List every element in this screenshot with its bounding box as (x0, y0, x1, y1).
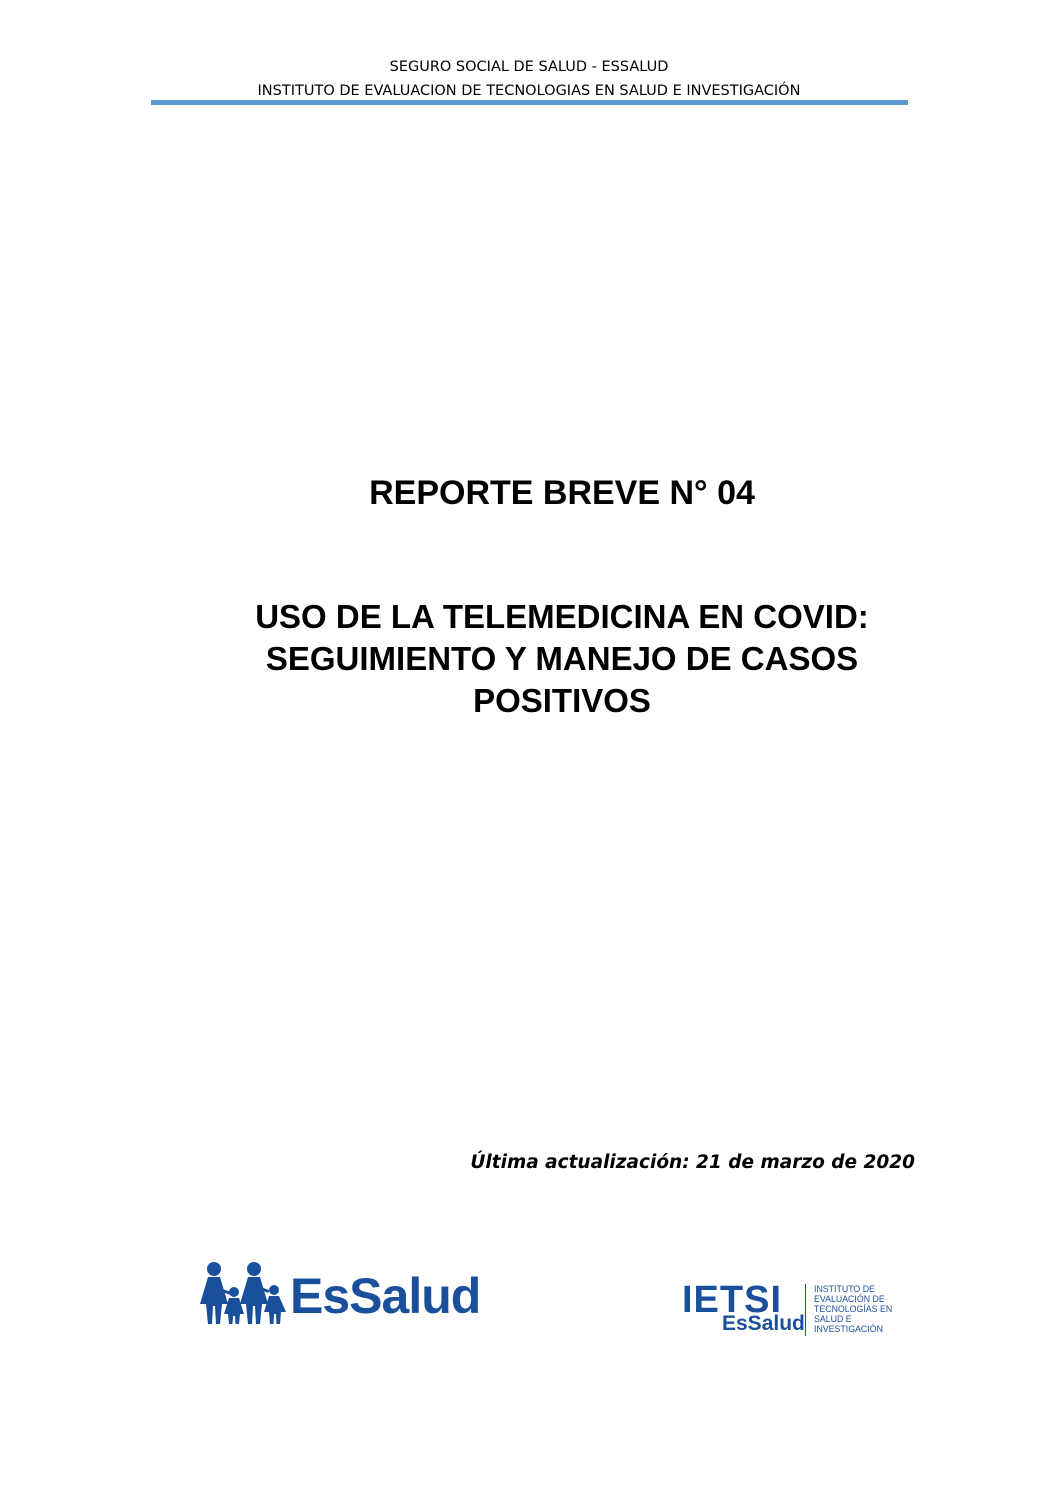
ietsi-desc-line: INSTITUTO DE (814, 1284, 875, 1294)
ietsi-essalud-wordmark: EsSalud (722, 1312, 805, 1335)
essalud-wordmark: EsSalud (290, 1268, 481, 1324)
ietsi-desc-line: INVESTIGACIÓN (814, 1324, 883, 1334)
ietsi-wordmark: IETSI (682, 1279, 783, 1321)
family-figures-icon (198, 1260, 290, 1326)
last-update: Última actualización: 21 de marzo de 2020 (470, 1152, 915, 1173)
ietsi-divider (805, 1284, 806, 1336)
report-number: REPORTE BREVE N° 04 (369, 474, 755, 512)
title-line: SEGUIMIENTO Y MANEJO DE CASOS (265, 640, 859, 677)
title-line: POSITIVOS (473, 682, 651, 719)
ietsi-desc-line: EVALUACIÓN DE (814, 1294, 885, 1304)
ietsi-description (814, 1284, 892, 1334)
essalud-logo (198, 1258, 481, 1330)
ietsi-logo (682, 1280, 902, 1340)
title-line: USO DE LA TELEMEDICINA EN COVID: (255, 598, 869, 635)
ietsi-desc-line: TECNOLOGÍAS EN (814, 1304, 893, 1314)
header-institution: SEGURO SOCIAL DE SALUD - ESSALUD (389, 59, 669, 75)
header-institute: INSTITUTO DE EVALUACION DE TECNOLOGIAS EN SALUD E INVESTIGACIÓN (257, 83, 801, 99)
document-title (200, 596, 924, 722)
header-rule (151, 100, 908, 105)
ietsi-desc-line: SALUD E (814, 1314, 852, 1324)
